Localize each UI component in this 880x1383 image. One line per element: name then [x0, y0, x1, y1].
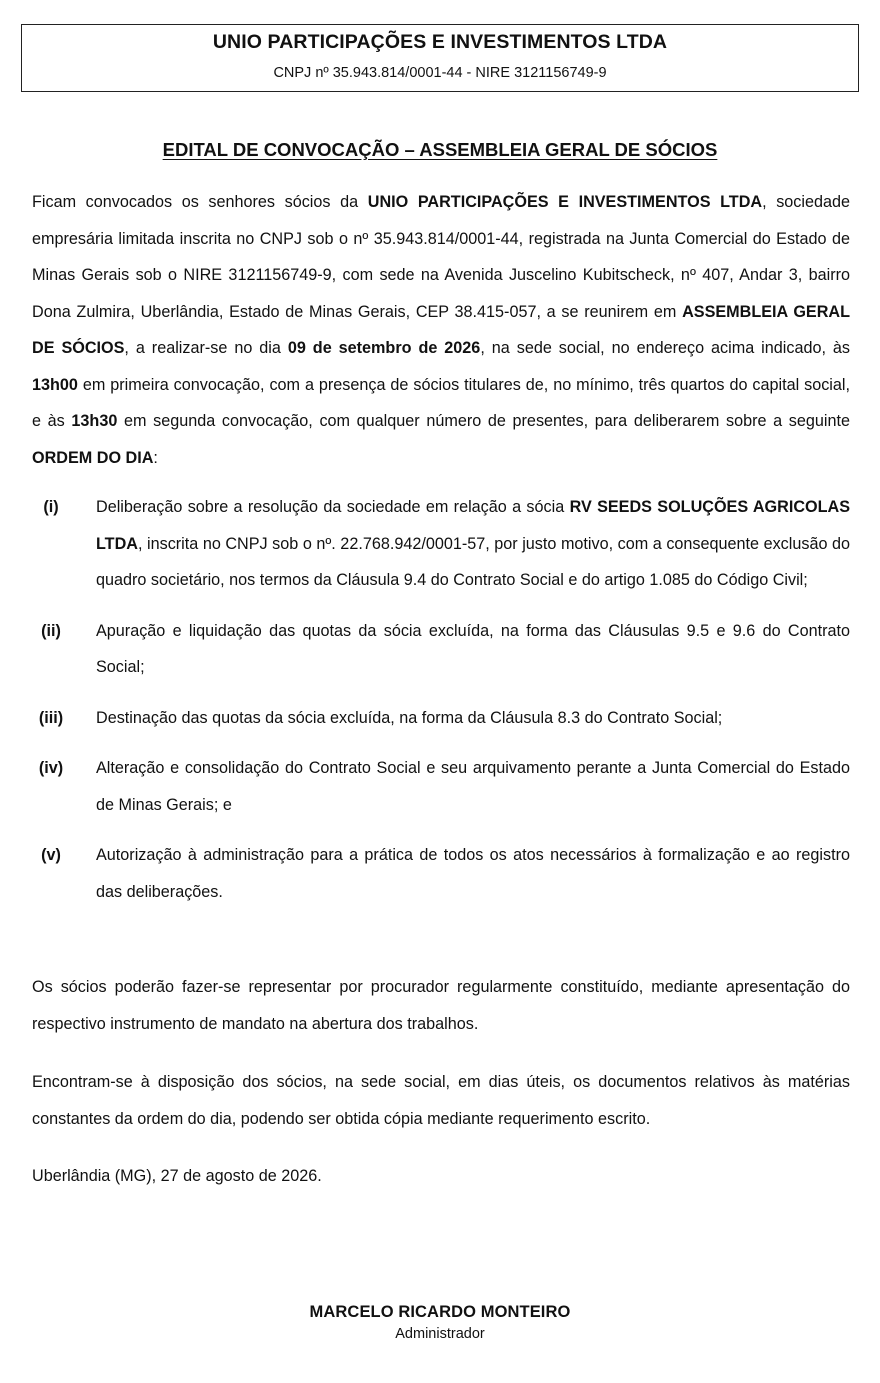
agenda-numeral: (i) [43, 498, 59, 516]
agenda-text: Deliberação sobre a resolução da sociedade em relação a sócia RV SEEDS SOLUÇÕES AGRICOLAS LTDA, inscrita no CNPJ sob o nº. 22.768.942/0001-57, por justo motivo, com a consequente exclusão do quadro societário, nos termos da Cláusula 9.4 do Contrato Social e do artigo 1.085 do Código Civil; [96, 498, 850, 589]
agenda-item [32, 750, 850, 823]
agenda-numeral: (ii) [41, 621, 61, 640]
agenda-numeral: (v) [41, 846, 61, 864]
place-date: Uberlândia (MG), 27 de agosto de 2026. [32, 1167, 322, 1185]
agenda-text: Destinação das quotas da sócia excluída, na forma da Cláusula 8.3 do Contrato Social; [96, 708, 723, 727]
agenda-numeral: (iii) [38, 708, 64, 727]
agenda-item [32, 700, 850, 737]
agenda-text: Apuração e liquidação das quotas da sócia excluída, na forma das Cláusulas 9.5 e 9.6 do Contrato Social; [96, 621, 850, 676]
signer-name: MARCELO RICARDO MONTEIRO [309, 1303, 571, 1321]
agenda-text: Alteração e consolidação do Contrato Social e seu arquivamento perante a Junta Comercial do Estado de Minas Gerais; e [96, 759, 850, 814]
signer-role: Administrador [395, 1326, 485, 1342]
agenda-item [32, 489, 850, 599]
edital-title: EDITAL DE CONVOCAÇÃO – ASSEMBLEIA GERAL DE SÓCIOS [162, 139, 718, 160]
agenda-text: Autorização à administração para a prática de todos os atos necessários à formalização e ao registro das deliberações. [96, 846, 850, 901]
company-header [21, 24, 859, 92]
representation-paragraph: Os sócios poderão fazer-se representar por procurador regularmente constituído, mediante apresentação do respectivo instrumento de mandato na abertura dos trabalhos. [32, 978, 850, 1033]
signature-block [0, 1303, 880, 1342]
agenda-list [32, 489, 850, 924]
agenda-numeral: (iv) [38, 759, 64, 777]
company-registration: CNPJ nº 35.943.814/0001-44 - NIRE 3121156749-9 [273, 65, 607, 81]
documents-paragraph: Encontram-se à disposição dos sócios, na sede social, em dias úteis, os documentos relativos às matérias constantes da ordem do dia, podendo ser obtida cópia mediante requerimento escrito. [32, 1073, 850, 1128]
agenda-item [32, 837, 850, 910]
intro-paragraph: Ficam convocados os senhores sócios da UNIO PARTICIPAÇÕES E INVESTIMENTOS LTDA, sociedade empresária limitada inscrita no CNPJ sob o nº 35.943.814/0001-44, registrada na Junta Comercial do Estado de Minas Gerais sob o NIRE 3121156749-9, com sede na Avenida Juscelino Kubitscheck, nº 407, Andar 3, bairro Dona Zulmira, Uberlândia, Estado de Minas Gerais, CEP 38.415-057, a se reunirem em ASSEMBLEIA GERAL DE SÓCIOS, a realizar-se no dia 09 de setembro de 2026, na sede social, no endereço acima indicado, às 13h00 em primeira convocação, com a presença de sócios titulares de, no mínimo, três quartos do capital social, e às 13h30 em segunda convocação, com qualquer número de presentes, para deliberarem sobre a seguinte ORDEM DO DIA: [32, 193, 851, 467]
agenda-item [32, 613, 850, 686]
company-name: UNIO PARTICIPAÇÕES E INVESTIMENTOS LTDA [212, 31, 668, 53]
